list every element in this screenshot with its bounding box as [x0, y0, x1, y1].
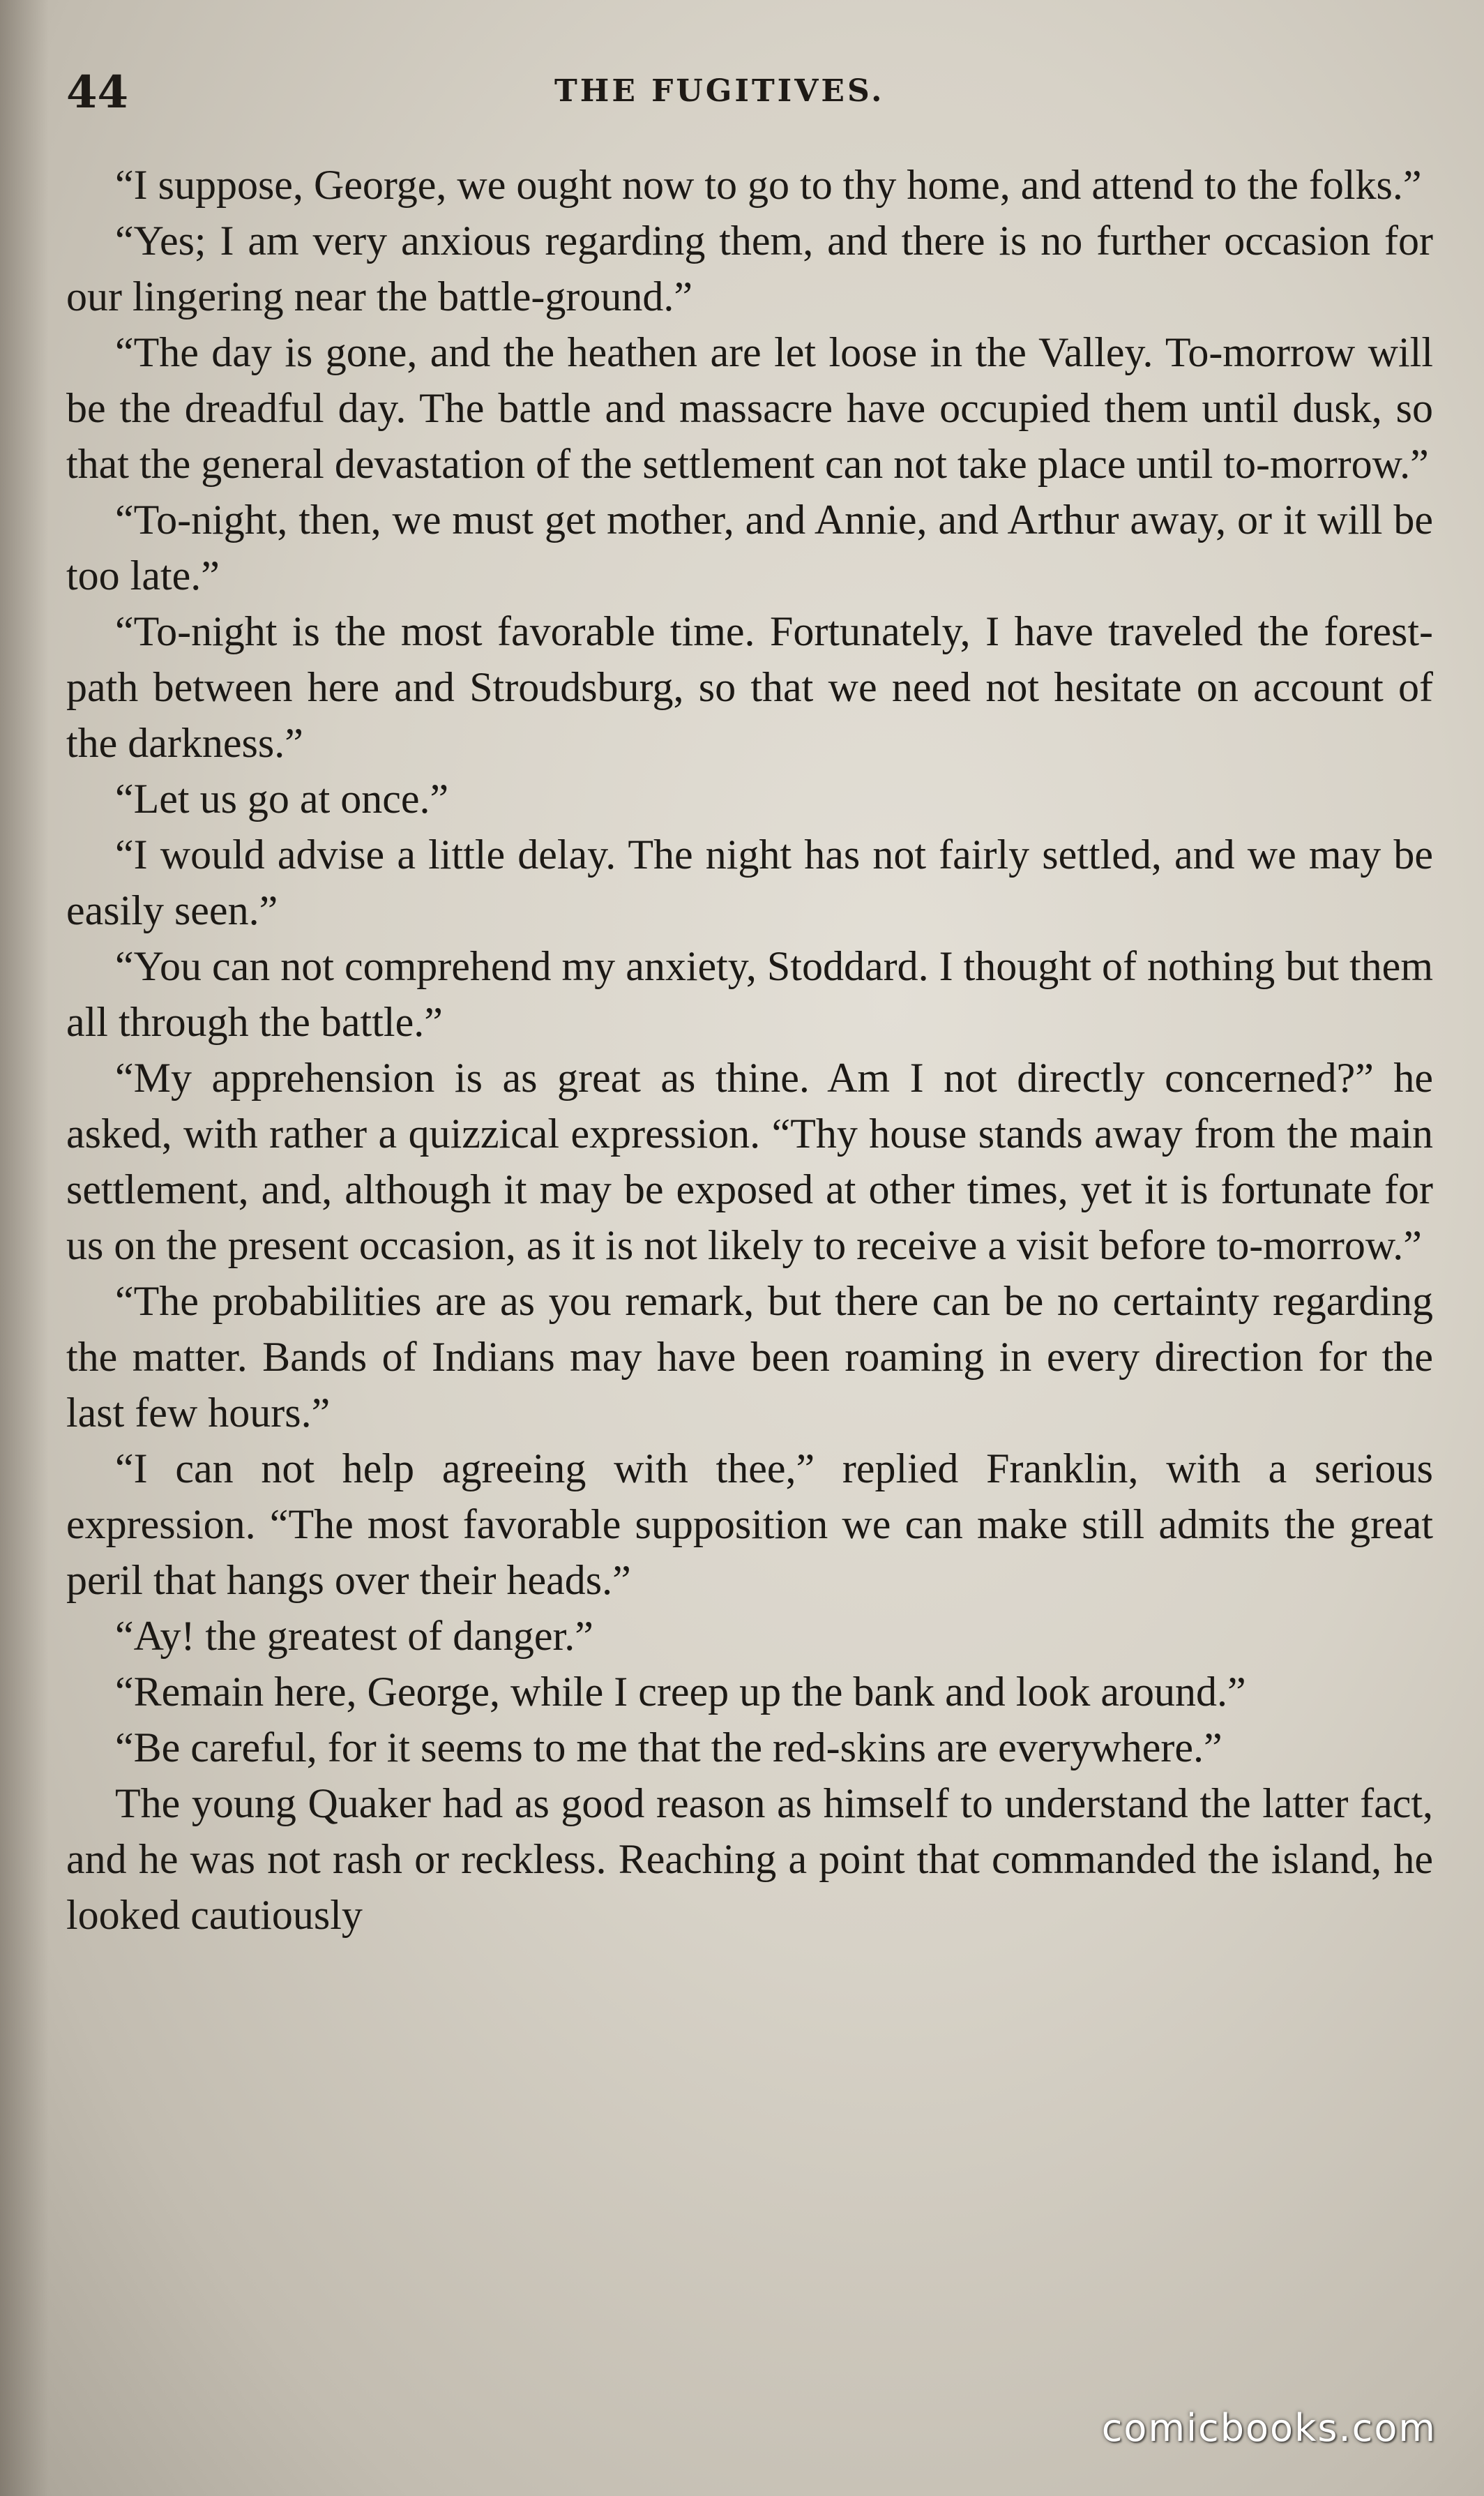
watermark: comicbooks.com [1101, 2406, 1437, 2450]
paragraph: “I would advise a little delay. The night has not fairly settled, and we may be easily seen.” [66, 832, 1433, 933]
paragraph: “Let us go at once.” [115, 776, 449, 822]
paragraph: The young Quaker had as good reason as himself to understand the latter fact, and he was not rash or reckless. Reaching a point that commanded the island, he looked cautiously [66, 1780, 1433, 1938]
paragraph: “Remain here, George, while I creep up the bank and look around.” [115, 1669, 1246, 1715]
paragraph: “I can not help agreeing with thee,” replied Franklin, with a serious expression. “The most favorable supposition we can make still admits the great peril that hangs over their heads.” [66, 1445, 1433, 1603]
paragraph: “You can not comprehend my anxiety, Stoddard. I thought of nothing but them all through the battle.” [66, 943, 1433, 1045]
paragraph: “The probabilities are as you remark, but there can be no certainty regarding the matter. Bands of Indians may have been roaming in every direction for the last few hours.” [66, 1278, 1433, 1436]
paragraph: “To-night is the most favorable time. Fortunately, I have traveled the forest-path between here and Stroudsburg, so that we need not hesitate on account of the darkness.” [66, 608, 1433, 766]
paragraph: “I suppose, George, we ought now to go to thy home, and attend to the folks.” [115, 162, 1422, 208]
paragraph: “To-night, then, we must get mother, and Annie, and Arthur away, or it will be too late.” [66, 497, 1433, 599]
paragraph: “Be careful, for it seems to me that the red-skins are everywhere.” [115, 1724, 1222, 1770]
spine-shadow [0, 0, 49, 2496]
page-header [66, 66, 1433, 122]
paragraph: “Yes; I am very anxious regarding them, and there is no further occasion for our lingering near the battle-ground.” [66, 218, 1433, 319]
paragraph: “Ay! the greatest of danger.” [115, 1613, 593, 1659]
body-text [66, 157, 1433, 1943]
paragraph: “My apprehension is as great as thine. Am I not directly concerned?” he asked, with rather a quizzical expression. “Thy house stands away from the main settlement, and, although it may be exposed at other times, yet it is fortunate for us on the present occasion, as it is not likely to receive a visit before to-morrow.” [66, 1055, 1433, 1268]
running-title: THE FUGITIVES. [554, 73, 885, 109]
paragraph: “The day is gone, and the heathen are let loose in the Valley. To-morrow will be the dreadful day. The battle and massacre have occupied them until dusk, so that the general devastation of the settlement can not take place until to-morrow.” [66, 329, 1433, 487]
page-number: 44 [66, 66, 129, 119]
